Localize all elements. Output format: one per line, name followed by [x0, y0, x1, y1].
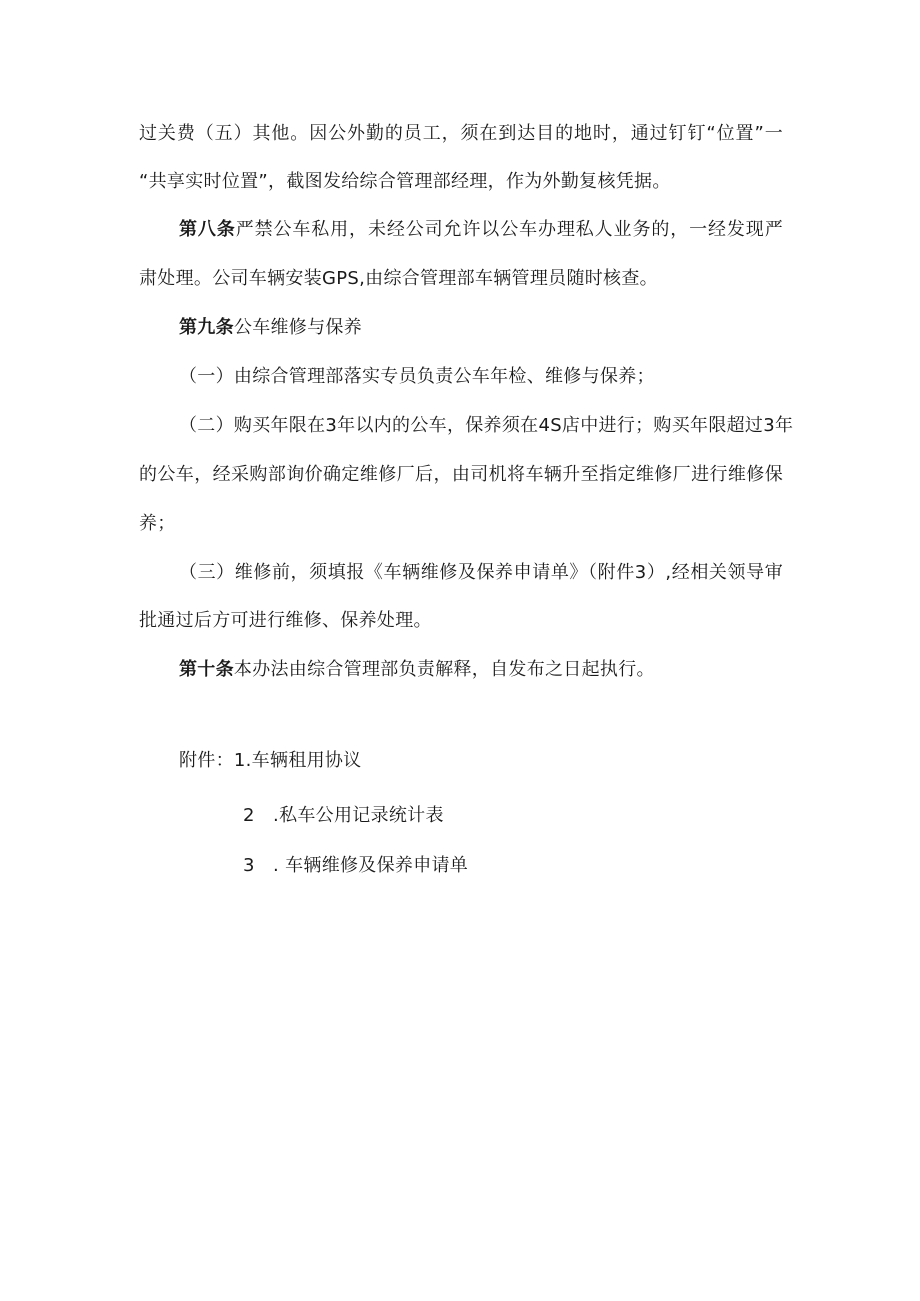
- article-heading: 第十条: [179, 659, 234, 680]
- attachment-item: 2 .私车公用记录统计表: [243, 805, 444, 826]
- article-text: 公车维修与保养: [233, 317, 363, 338]
- attachment-item: 1.车辆租用协议: [233, 750, 362, 771]
- article-text: 严禁公车私用，未经公司允许以公车办理私人业务的，一经发现严: [235, 219, 783, 240]
- paragraph-line: 养；: [139, 513, 176, 534]
- list-item: （三）维修前，须填报《车辆维修及保养申请单》（附件3）,经相关领导审: [179, 562, 783, 583]
- article-8-line-1: [179, 217, 783, 243]
- list-item: （一）由综合管理部落实专员负责公车年检、维修与保养；: [179, 366, 655, 387]
- paragraph-line: 过关费（五）其他。因公外勤的员工，须在到达目的地时，通过钉钉“位置”一: [139, 123, 783, 144]
- paragraph-line: 肃处理。公司车辆安装GPS,由综合管理部车辆管理员随时核查。: [139, 268, 658, 289]
- paragraph-line: 批通过后方可进行维修、保养处理。: [139, 610, 432, 631]
- attachment-item: 3 . 车辆维修及保养申请单: [243, 855, 469, 876]
- attachment-label: 附件：: [179, 750, 234, 771]
- paragraph-line: 的公车，经采购部询价确定维修厂后，由司机将车辆升至指定维修厂进行维修保: [139, 464, 783, 485]
- paragraph-line: “共享实时位置”，截图发给综合管理部经理，作为外勤复核凭据。: [139, 171, 671, 192]
- article-heading: 第九条: [179, 317, 234, 338]
- article-text: 本办法由综合管理部负责解释，自发布之日起执行。: [233, 659, 655, 680]
- list-item: （二）购买年限在3年以内的公车，保养须在4S店中进行；购买年限超过3年: [179, 415, 794, 436]
- article-10-line: [179, 657, 655, 683]
- article-heading: 第八条: [179, 219, 236, 240]
- article-9-line: [179, 315, 362, 341]
- attachment-list-heading: [179, 748, 361, 774]
